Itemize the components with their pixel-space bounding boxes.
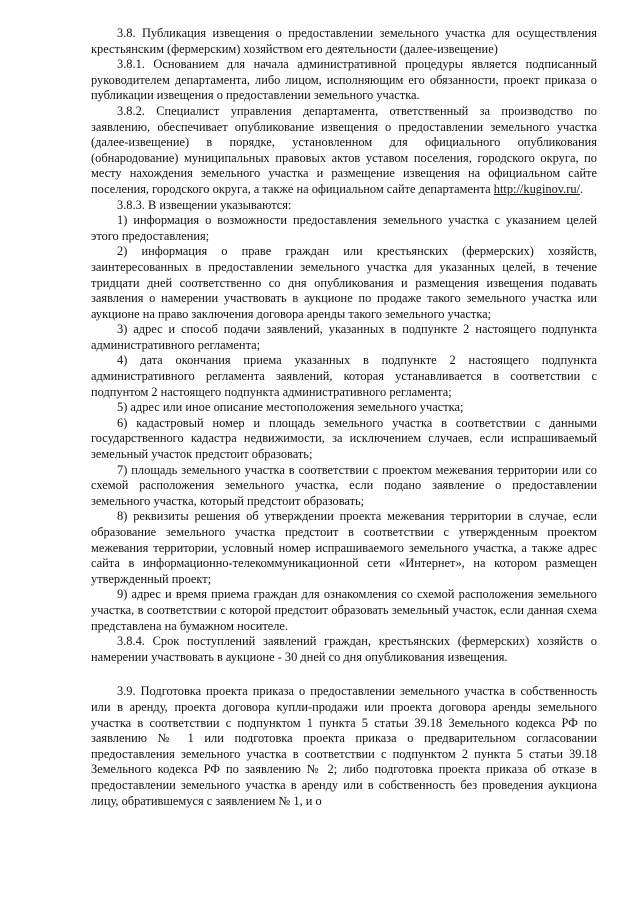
list-item-9: 9) адрес и время приема граждан для ознакомления со схемой расположения земельного участка, в соответствии с которой предстоит образовать земельный участок, если данная схема представлена на бумажном носителе. xyxy=(91,587,597,633)
department-website-link[interactable]: http://kuginov.ru/ xyxy=(493,181,581,196)
paragraph-3-8-2-end: . xyxy=(580,181,584,196)
section-3-8-heading: 3.8. Публикация извещения о предоставлении земельного участка для осуществления крестьянским (фермерским) хозяйством его деятельности (далее-извещение) xyxy=(91,26,597,56)
list-item-4: 4) дата окончания приема указанных в подпункте 2 настоящего подпункта административного регламента заявлений, которая устанавливается в соответствии с подпунтом 2 настоящего подпункта административного регламента; xyxy=(91,353,597,399)
list-item-5: 5) адрес или иное описание местоположения земельного участка; xyxy=(117,400,464,415)
list-item-3: 3) адрес и способ подачи заявлений, указанных в подпункте 2 настоящего подпункта административного регламента; xyxy=(91,322,597,352)
list-item-7: 7) площадь земельного участка в соответствии с проектом межевания территории или со схемой расположения земельного участка, если подано заявление о предоставлении земельного участка, который предстоит образовать; xyxy=(91,462,597,508)
list-item-6: 6) кадастровый номер и площадь земельного участка в соответствии с данными государственного кадастра недвижимости, за исключением случаев, если испрашиваемый земельный участок предстоит образовать; xyxy=(91,415,597,462)
paragraph-3-8-3: 3.8.3. В извещении указываются: xyxy=(117,197,292,212)
paragraph-3-8-4: 3.8.4. Срок поступлений заявлений граждан, крестьянских (фермерских) хозяйств о намерении участвовать в аукционе - 30 дней со дня опубликования извещения. xyxy=(91,634,597,664)
paragraph-3-8-2 xyxy=(91,104,597,198)
section-3-9-paragraph: 3.9. Подготовка проекта приказа о предоставлении земельного участка в собственность или в аренду, проекта договора купли-продажи или проекта договора аренды земельного участка в соответствии с подпунктом 1 пункта 5 статьи 39.18 Земельного кодекса РФ по заявлению № 1 или подготовка проекта приказа о предварительном согласовании предоставления земельного участка в соответствии с подпунктом 2 пункта 5 статьи 39.18 Земельного кодекса РФ по заявлению № 2; либо подготовка проекта приказа об отказе в предоставлении земельного участка в аренду или в собственность без проведения аукциона лицу, обратившемуся с заявлением № 1, и о xyxy=(91,684,597,808)
list-item-2: 2) информация о праве граждан или крестьянских (фермерских) хозяйств, заинтересованных в предоставлении земельного участка для указанных целей, в течение тридцати дней соответственно со дня опубликования и размещения извещения подавать заявления о намерении участвовать в аукционе по продаже такого земельного участка или аукционе на право заключения договора аренды такого земельного участка; xyxy=(91,244,597,321)
document-page xyxy=(91,26,597,809)
paragraph-3-8-2-text: 3.8.2. Специалист управления департамента, ответственный за производство по заявлению, обеспечивает опубликование извещения о предоставлении земельного участка (далее-извещение) в порядке, установленном для официального опубликования (обнародование) муниципальных правовых актов уставом поселения, городского округа, по месту нахождения земельного участка и размещение извещения на официальном сайте поселения, городского округа, а также на официальном сайте департамента xyxy=(91,103,597,196)
list-item-1: 1) информация о возможности предоставления земельного участка с указанием целей этого предоставления; xyxy=(91,213,597,243)
list-item-8: 8) реквизиты решения об утверждении проекта межевания территории в случае, если образование земельного участка предстоит в соответствии с утвержденным проектом межевания территории, условный номер испрашиваемого земельного участка, а также адрес сайта в информационно-телекоммуникационной сети «Интернет», на котором размещен утвержденный проект; xyxy=(91,509,597,586)
section-spacer xyxy=(91,665,597,684)
paragraph-3-8-1: 3.8.1. Основанием для начала административной процедуры является подписанный руководителем департамента, либо лицом, исполняющим его обязанности, проект приказа о публикации извещения о предоставлении земельного участка. xyxy=(91,57,597,103)
